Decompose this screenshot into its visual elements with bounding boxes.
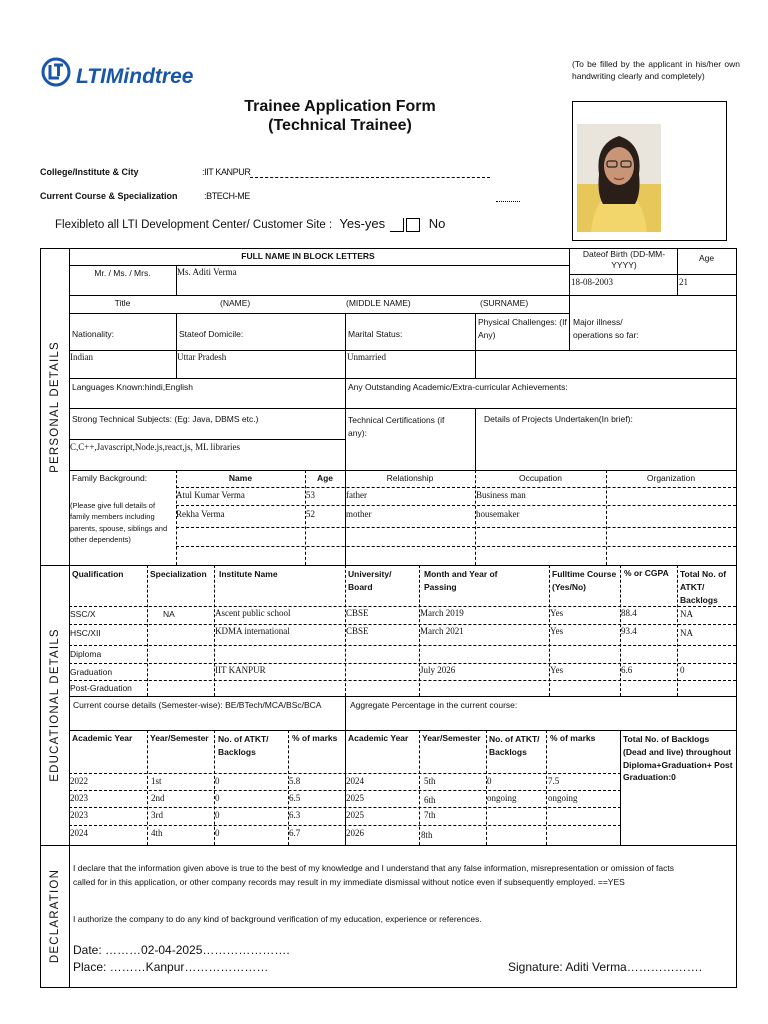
flexible-checkbox[interactable]: [390, 218, 404, 232]
sem-6-semester: 6th: [424, 795, 436, 805]
domicile-value: Uttar Pradesh: [177, 352, 227, 362]
projects-label: Details of Projects Undertaken(In brief):: [484, 414, 633, 424]
edu-row-2-board: CBSE: [346, 626, 369, 636]
sem-header-semester-left: Year/Semester: [150, 733, 209, 743]
flexible-row: [55, 216, 445, 232]
sem-2-semester: 2nd: [151, 793, 165, 803]
declaration-place: Place: ………Kanpur…………………: [73, 960, 269, 974]
sem-5-semester: 5th: [424, 776, 436, 786]
full-name-header: FULL NAME IN BLOCK LETTERS: [241, 251, 375, 261]
college-label: College/Institute & City: [40, 167, 139, 177]
title-line-2: (Technical Trainee): [268, 117, 412, 134]
flexible-no: No: [428, 216, 446, 231]
photo-frame: [572, 101, 727, 241]
sem-1-year: 2022: [70, 776, 88, 786]
sem-4-semester: 4th: [151, 828, 163, 838]
sem-4-atkt: 0: [215, 828, 220, 838]
authorization-text: I authorize the company to do any kind of background verification of my education, experience or references.: [73, 914, 482, 924]
sem-5-year: 2024: [346, 776, 364, 786]
sem-8-semester: 8th: [421, 830, 433, 840]
flexible-no-checkbox[interactable]: [406, 218, 420, 232]
nationality-value: Indian: [70, 352, 93, 362]
edu-row-2-fulltime: Yes: [550, 626, 564, 636]
name-label: (NAME): [220, 298, 251, 308]
edu-row-3-qualification: Diploma: [70, 649, 102, 659]
sem-6-year: 2025: [346, 793, 364, 803]
dob-value: 18-08-2003: [571, 277, 613, 287]
edu-row-5-qualification: Post-Graduation: [70, 683, 132, 693]
marital-label: Marital Status:: [348, 329, 403, 339]
course-value: :BTECH-ME: [204, 191, 250, 201]
flexible-label: Flexibleto all LTI Development Center/ Customer Site :: [55, 219, 333, 231]
title-label: Title: [114, 298, 131, 308]
illness-label: Major illness/ operations so far:: [573, 317, 639, 340]
edu-header-cgpa: % or CGPA: [624, 568, 669, 578]
marital-value: Unmarried: [347, 352, 386, 362]
family-row-2-age: 52: [306, 509, 315, 519]
name-value: Ms. Aditi Verma: [177, 267, 237, 277]
edu-row-4-institute: IIT KANPUR: [215, 665, 266, 675]
edu-row-1-fulltime: Yes: [550, 608, 564, 618]
middle-name-label: (MIDDLE NAME): [346, 298, 411, 308]
physical-label: Physical Challenges: (If Any): [478, 317, 567, 340]
certifications-label: Technical Certifications (if any):: [348, 415, 445, 438]
sem-2-year: 2023: [70, 793, 88, 803]
edu-row-4-fulltime: Yes: [550, 665, 564, 675]
sem-header-atkt-right: No. of ATKT/ Backlogs: [489, 734, 540, 757]
edu-row-2-backlogs: NA: [680, 628, 693, 638]
sem-3-atkt: 0: [215, 810, 220, 820]
sem-header-year-right: Academic Year: [348, 733, 409, 743]
edu-row-1-specialization: NA: [163, 609, 175, 619]
title-line-1: Trainee Application Form: [244, 98, 436, 115]
sem-3-marks: 6.3: [289, 810, 301, 820]
family-row-1-age: 53: [306, 490, 315, 500]
applicant-photo: [577, 124, 661, 232]
subjects-value: C,C++,Javascript,Node.js,react,js, ML libraries: [70, 442, 241, 452]
family-header-age: Age: [316, 473, 334, 483]
family-header-organization: Organization: [646, 473, 696, 483]
edu-row-4-backlogs: 0: [680, 665, 685, 675]
edu-header-university: University/ Board: [348, 569, 392, 592]
edu-header-fulltime: Fulltime Course (Yes/No): [552, 569, 617, 592]
domicile-label: Stateof Domicile:: [179, 329, 244, 339]
sem-2-atkt: 0: [215, 793, 220, 803]
subjects-label: Strong Technical Subjects: (Eg: Java, DBMS etc.): [72, 414, 259, 424]
edu-row-1-backlogs: NA: [680, 609, 693, 619]
sem-header-marks-right: % of marks: [550, 733, 596, 743]
edu-row-1-institute: Ascent public school: [215, 608, 291, 618]
page-title: [200, 98, 480, 135]
family-row-1-name: Atul Kumar Verma: [176, 490, 245, 500]
sem-4-year: 2024: [70, 828, 88, 838]
lti-logo-icon: [40, 56, 72, 88]
nationality-label: Nationality:: [72, 329, 115, 339]
sem-5-marks: 7.5: [548, 776, 560, 786]
sem-6-marks: ongoing: [548, 793, 578, 803]
sem-header-atkt-left: No. of ATKT/ Backlogs: [218, 734, 269, 757]
sem-header-marks-left: % of marks: [292, 733, 338, 743]
family-row-1-relationship: father: [346, 490, 367, 500]
declaration-text: I declare that the information given above is true to the best of my knowledge and I understand that any false information, misrepresentation or omission of facts called for in this application, or other company records may result in my immediate dismissal without notice even if subsequently employed. ==YES: [73, 863, 674, 887]
surname-label: (SURNAME): [480, 298, 529, 308]
dob-header: Dateof Birth (DD-MM-YYYY): [582, 249, 666, 270]
salutation-label: Mr. / Ms. / Mrs.: [94, 268, 151, 278]
college-underline: [250, 177, 490, 178]
family-row-2-relationship: mother: [346, 509, 372, 519]
sem-header-year-left: Academic Year: [72, 733, 133, 743]
section-personal: PERSONAL DETAILS: [49, 340, 61, 473]
family-note: (Please give full details of family members including parents, spouse, siblings and other dependents): [70, 501, 168, 544]
achievements-label: Any Outstanding Academic/Extra-curricular Achievements:: [348, 382, 568, 392]
sem-3-semester: 3rd: [151, 810, 163, 820]
college-value: :IIT KANPUR: [202, 167, 251, 177]
sem-7-year: 2025: [346, 810, 364, 820]
logo: [40, 56, 210, 90]
edu-row-1-cgpa: 88.4: [621, 608, 637, 618]
flexible-yes: Yes-yes: [339, 216, 386, 231]
edu-header-qualification: Qualification: [72, 569, 124, 579]
sem-3-year: 2023: [70, 810, 88, 820]
course-underline: [496, 201, 520, 202]
sem-1-semester: 1st: [151, 776, 162, 786]
edu-row-2-institute: KDMA international: [215, 626, 290, 636]
edu-row-1-qualification: SSC/X: [70, 609, 96, 619]
brand-name: LTIMindtree: [76, 65, 194, 88]
edu-header-passing: Month and Year of Passing: [424, 569, 498, 592]
edu-header-institute: Institute Name: [219, 569, 278, 579]
edu-row-4-qualification: Graduation: [70, 667, 113, 677]
family-row-2-occupation: housemaker: [476, 509, 520, 519]
sem-4-marks: 6.7: [289, 828, 301, 838]
edu-header-specialization: Specialization: [150, 569, 207, 579]
handwriting-note: (To be filled by the applicant in his/her own handwriting clearly and completely): [572, 59, 740, 82]
sem-1-atkt: 0: [215, 776, 220, 786]
declaration-date: Date: ………02-04-2025………………….: [73, 943, 290, 957]
family-header-occupation: Occupation: [519, 473, 562, 483]
sem-7-semester: 7th: [424, 810, 436, 820]
declaration-signature: Signature: Aditi Verma……………….: [508, 960, 703, 974]
course-label: Current Course & Specialization: [40, 191, 178, 201]
languages-known: Languages Known:hindi,English: [72, 382, 193, 392]
section-declaration: DECLARATION: [49, 868, 62, 964]
family-header-relationship: Relationship: [386, 473, 434, 483]
edu-row-1-passing: March 2019: [420, 608, 464, 618]
sem-5-atkt: 0: [487, 776, 492, 786]
edu-row-4-cgpa: 6.6: [621, 665, 633, 675]
edu-row-2-cgpa: 93.4: [621, 626, 637, 636]
sem-6-atkt: ongoing: [487, 793, 517, 803]
aggregate-percentage: Aggregate Percentage in the current course:: [350, 700, 518, 710]
family-label: Family Background:: [72, 473, 148, 483]
current-course-details: Current course details (Semester-wise): BE/BTech/MCA/BSc/BCA: [73, 700, 322, 710]
family-row-1-occupation: Business man: [476, 490, 526, 500]
sem-2-marks: 6.5: [289, 793, 301, 803]
edu-header-backlogs: Total No. of ATKT/ Backlogs: [680, 569, 727, 605]
section-educational: EDUCATIONAL DETAILS: [49, 628, 61, 782]
edu-row-2-passing: March 2021: [420, 626, 464, 636]
family-header-name: Name: [228, 473, 253, 483]
age-header: Age: [698, 253, 715, 263]
edu-row-1-board: CBSE: [346, 608, 369, 618]
backlog-total: Total No. of Backlogs (Dead and live) throughout Diploma+Graduation+ Post Graduation:0: [623, 734, 733, 783]
edu-row-4-passing: July 2026: [420, 665, 456, 675]
family-row-2-name: Rekha Verma: [176, 509, 225, 519]
sem-1-marks: 5.8: [289, 776, 301, 786]
sem-8-year: 2026: [346, 828, 364, 838]
sem-header-semester-right: Year/Semester: [422, 733, 481, 743]
edu-row-2-qualification: HSC/XII: [70, 628, 101, 638]
age-value: 21: [679, 277, 688, 287]
